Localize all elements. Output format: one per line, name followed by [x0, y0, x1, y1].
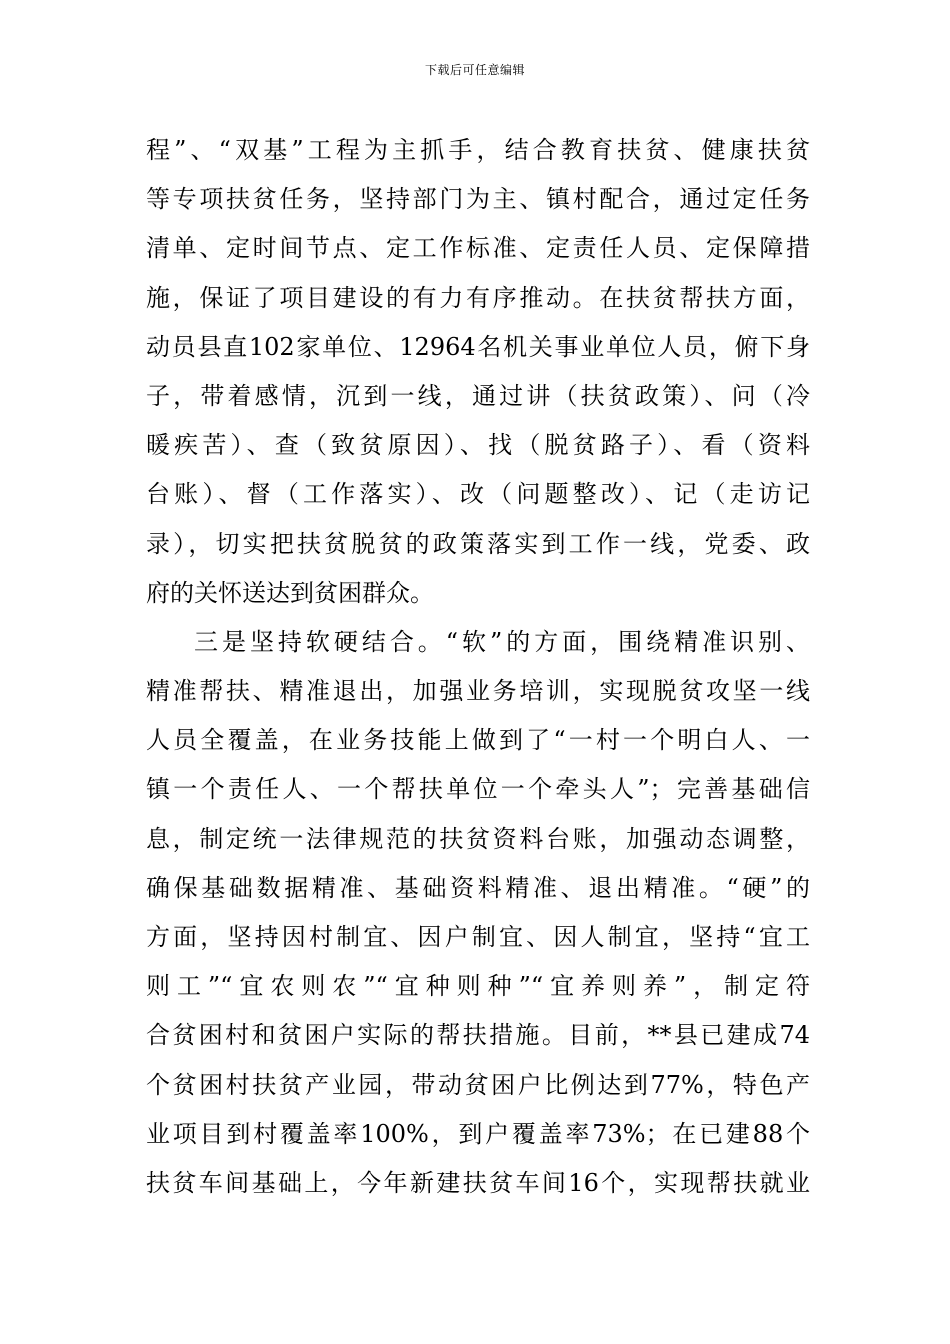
text-line: 合贫困村和贫困户实际的帮扶措施。目前，**县已建成74 [146, 1021, 810, 1050]
text-line: 人员全覆盖，在业务技能上做到了“一村一个明白人、一 [146, 726, 810, 755]
text-line: 清单、定时间节点、定工作标准、定责任人员、定保障措 [146, 234, 810, 263]
text-line: 录），切实把扶贫脱贫的政策落实到工作一线，党委、政 [146, 529, 810, 558]
text-line: 方面，坚持因村制宜、因户制宜、因人制宜，坚持“宜工 [146, 923, 810, 951]
page-header [0, 62, 950, 78]
text-line: 确保基础数据精准、基础资料精准、退出精准。“硬”的 [146, 873, 810, 902]
text-line: 业项目到村覆盖率100%，到户覆盖率73%；在已建88个 [146, 1119, 810, 1148]
text-line: 台账）、督（工作落实）、改（问题整改）、记（走访记 [146, 480, 810, 509]
text-line: 等专项扶贫任务，坚持部门为主、镇村配合，通过定任务 [146, 185, 810, 214]
text-line: 镇一个责任人、一个帮扶单位一个牵头人”；完善基础信 [146, 775, 810, 804]
text-line: 息，制定统一法律规范的扶贫资料台账，加强动态调整， [146, 824, 810, 853]
text-line: 精准帮扶、精准退出，加强业务培训，实现脱贫攻坚一线 [146, 677, 810, 706]
document-body [146, 126, 810, 1208]
text-line: 个贫困村扶贫产业园，带动贫困户比例达到77%，特色产 [146, 1070, 810, 1099]
paragraph [146, 618, 810, 1208]
text-line: 施，保证了项目建设的有力有序推动。在扶贫帮扶方面， [146, 283, 810, 312]
text-line: 府的关怀送达到贫困群众。 [146, 578, 434, 607]
text-line: 则工”“宜农则农”“宜种则种”“宜养则养”，制定符 [146, 972, 810, 1001]
text-line: 程”、“双基”工程为主抓手，结合教育扶贫、健康扶贫 [146, 136, 810, 164]
text-line: 暖疾苦）、查（致贫原因）、找（脱贫路子）、看（资料 [146, 431, 810, 460]
text-line: 三是坚持软硬结合。“软”的方面，围绕精准识别、 [194, 627, 810, 656]
text-line: 子，带着感情，沉到一线，通过讲（扶贫政策）、问（冷 [146, 381, 810, 410]
text-line: 扶贫车间基础上，今年新建扶贫车间16个，实现帮扶就业 [146, 1168, 810, 1197]
header-text: 下载后可任意编辑 [424, 63, 525, 77]
paragraph [146, 126, 810, 618]
text-line: 动员县直102家单位、12964名机关事业单位人员，俯下身 [146, 332, 810, 361]
